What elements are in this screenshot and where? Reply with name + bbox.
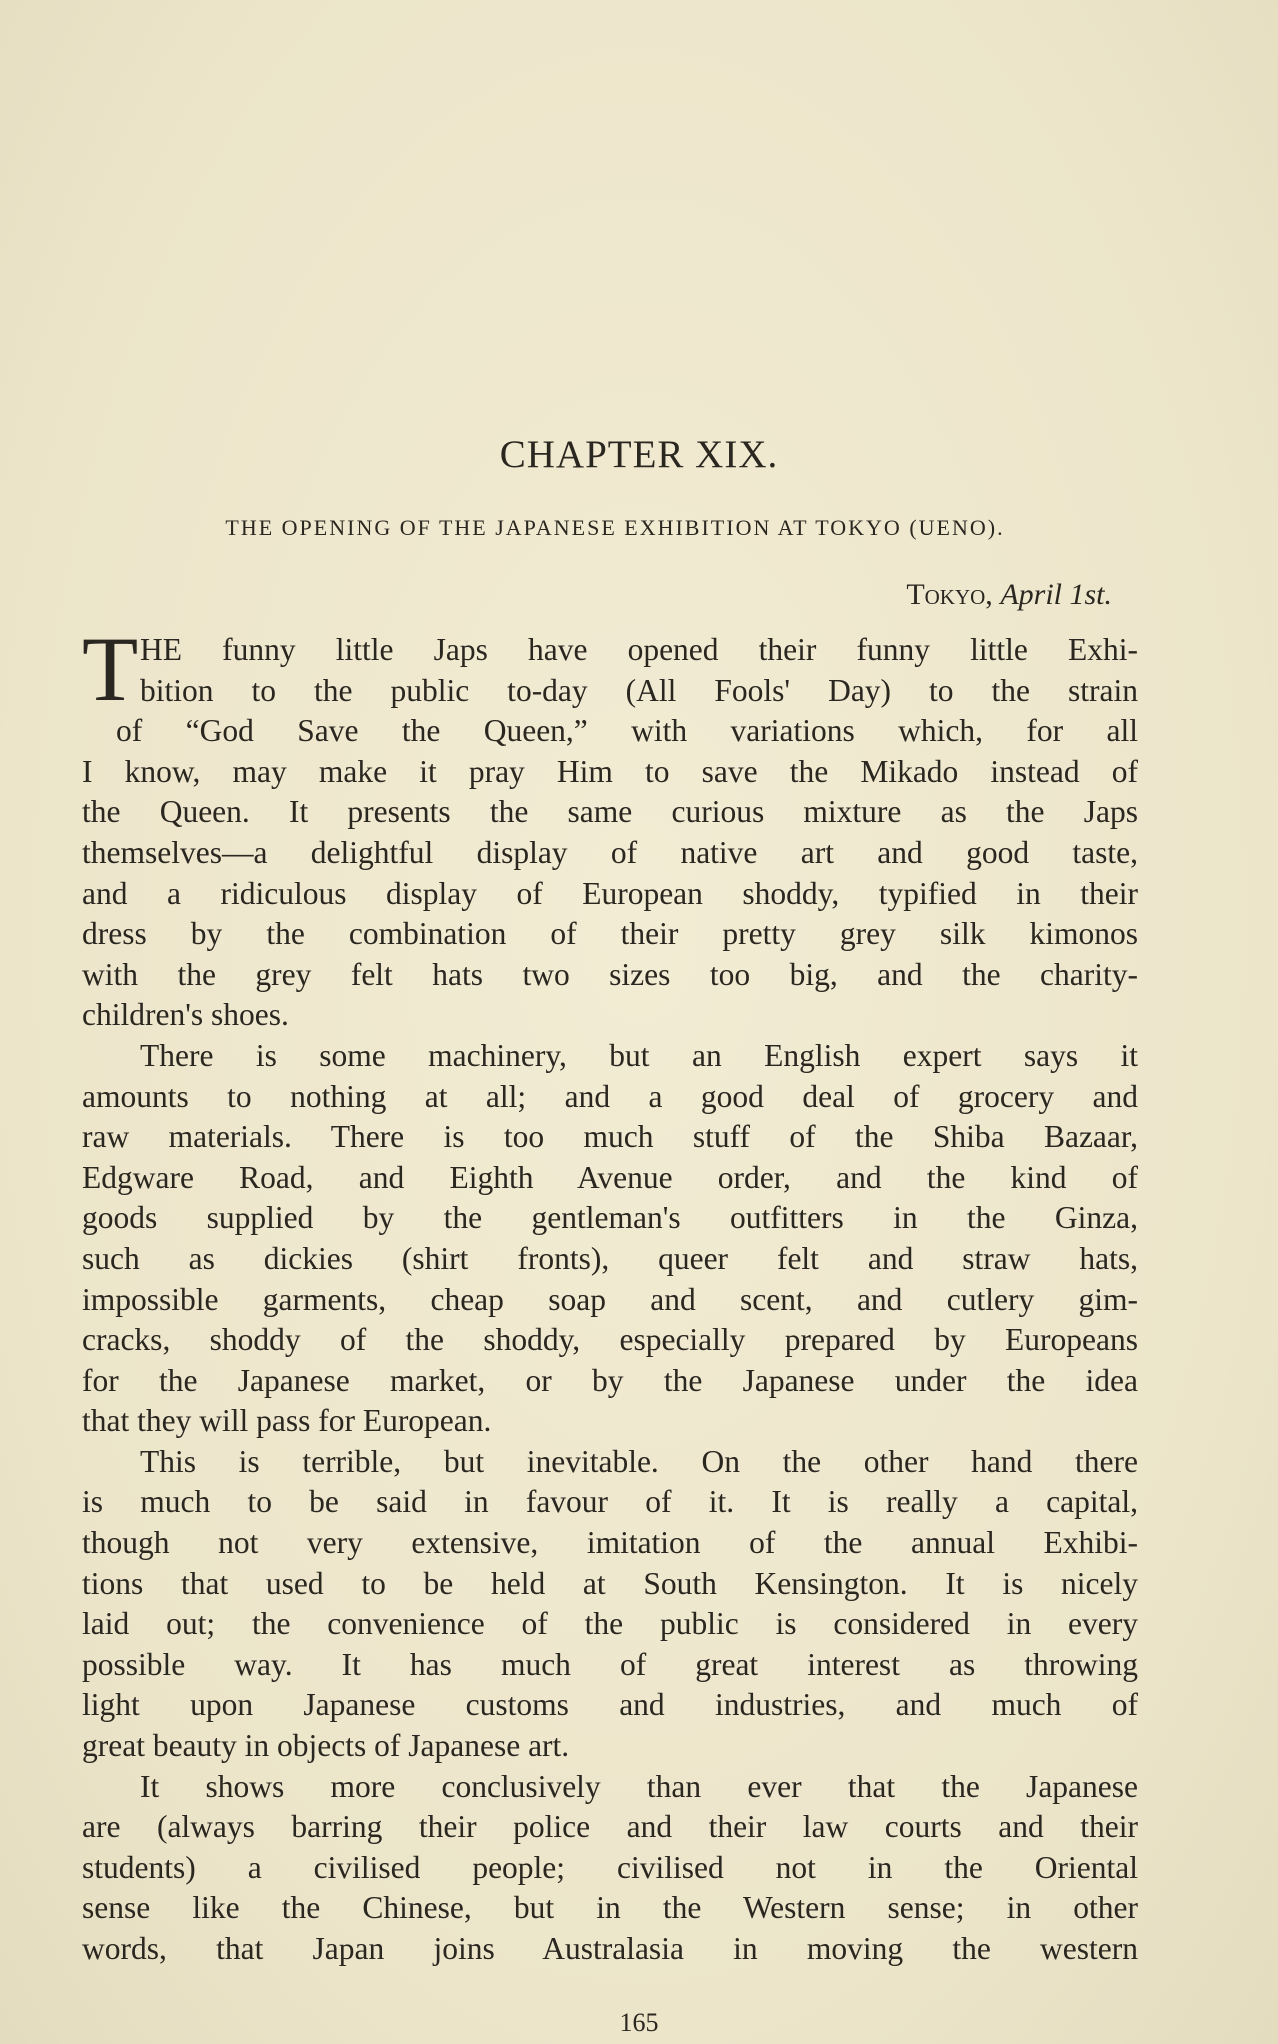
text-line: with the grey felt hats two sizes too big, and the charity- <box>82 956 1138 992</box>
dateline-date: April 1st. <box>1000 578 1112 611</box>
text-line: bition to the public to-day (All Fools' Day) to the strain <box>140 672 1138 708</box>
text-line: are (always barring their police and their law courts and their <box>82 1809 1138 1845</box>
text-line: It shows more conclusively than ever that the Japanese <box>140 1768 1138 1804</box>
text-line: Edgware Road, and Eighth Avenue order, and the kind of <box>82 1159 1138 1195</box>
drop-cap: T <box>82 618 139 720</box>
text-line: impossible garments, cheap soap and scent, and cutlery gim- <box>82 1281 1138 1317</box>
dateline-place: Tokyo, <box>906 578 993 611</box>
text-line: children's shoes. <box>82 997 289 1033</box>
text-line: sense like the Chinese, but in the Western sense; in other <box>82 1890 1138 1926</box>
page-number: 165 <box>619 2008 659 2037</box>
chapter-heading: CHAPTER XIX. <box>499 433 779 476</box>
text-line: and a ridiculous display of European shoddy, typified in their <box>82 875 1138 911</box>
text-line: great beauty in objects of Japanese art. <box>82 1728 570 1764</box>
dateline <box>906 578 1112 612</box>
text-line: tions that used to be held at South Kensington. It is nicely <box>82 1565 1138 1601</box>
body-text <box>82 618 1138 1970</box>
text-line: amounts to nothing at all; and a good deal of grocery and <box>82 1078 1138 1114</box>
text-line: such as dickies (shirt fronts), queer felt and straw hats, <box>82 1240 1138 1276</box>
text-line: themselves—a delightful display of native art and good taste, <box>82 834 1138 870</box>
text-line: cracks, shoddy of the shoddy, especially prepared by Europeans <box>82 1322 1138 1358</box>
text-line: for the Japanese market, or by the Japanese under the idea <box>82 1362 1138 1398</box>
text-line: possible way. It has much of great interest as throwing <box>82 1646 1138 1682</box>
text-line: There is some machinery, but an English expert says it <box>140 1037 1138 1073</box>
text-line: the Queen. It presents the same curious mixture as the Japs <box>82 794 1138 830</box>
text-line: dress by the combination of their pretty grey silk kimonos <box>82 916 1138 952</box>
text-line: that they will pass for European. <box>82 1403 492 1439</box>
text-line: laid out; the convenience of the public is considered in every <box>82 1606 1138 1642</box>
text-line: is much to be said in favour of it. It is really a capital, <box>82 1484 1138 1520</box>
text-line: light upon Japanese customs and industries, and much of <box>82 1687 1138 1723</box>
chapter-title: THE OPENING OF THE JAPANESE EXHIBITION AT TOKYO (UENO). <box>225 515 1005 540</box>
text-line: I know, may make it pray Him to save the Mikado instead of <box>82 753 1138 789</box>
text-line: words, that Japan joins Australasia in moving the western <box>82 1931 1138 1966</box>
text-line: This is terrible, but inevitable. On the other hand there <box>140 1443 1138 1479</box>
text-line: goods supplied by the gentleman's outfitters in the Ginza, <box>82 1200 1138 1236</box>
text-line: HE funny little Japs have opened their funny little Exhi- <box>140 632 1138 667</box>
text-line: of “God Save the Queen,” with variations which, for all <box>116 713 1138 749</box>
text-line: raw materials. There is too much stuff of the Shiba Bazaar, <box>82 1119 1138 1155</box>
text-line: though not very extensive, imitation of the annual Exhibi- <box>82 1525 1138 1561</box>
text-line: students) a civilised people; civilised not in the Oriental <box>82 1849 1138 1885</box>
